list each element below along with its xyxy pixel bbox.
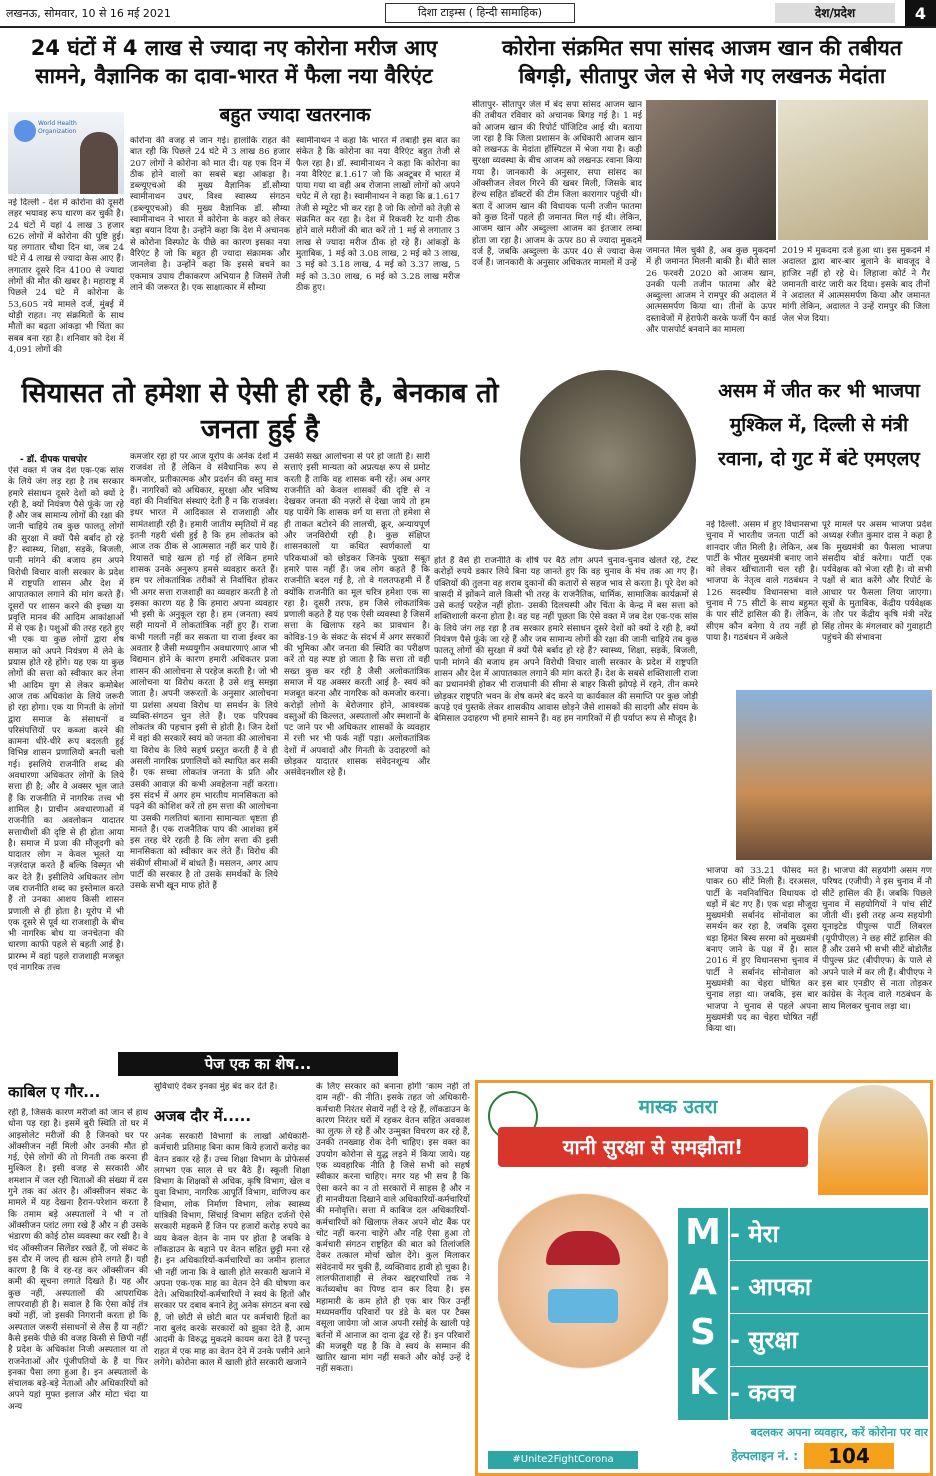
- issue-date: लखनऊ, सोमवार, 10 से 16 मई 2021: [6, 7, 171, 20]
- ad-bottom-slogan: बदलकर अपना व्यवहार, करें कोरोना पर वार: [750, 1426, 928, 1439]
- hair-shape: [546, 1231, 620, 1265]
- ad-main-text: यानी सुरक्षा से समझौता!: [498, 1127, 808, 1167]
- story4-col3: भाजपा को 33.21 फीसद मत पाकर 60 सीटें मिली हैं। दरअसल, पार्टी के नवनिर्वाचित विधायक दो धड़ों में बंट गए हैं। एक धड़ा मौजूदा मुख्यमंत्री सर्बानंद सोनोवाल का समर्थन कर रहा है, जबकि दूसरा धड़ा हिमंत बिस्व सरमा को मुख्यमंत्री बनाए जाने के पक्ष में है। साल 2016 में हुए विधानसभा चुनाव में पार्टी ने सर्बानंद सोनोवाल को मुख्यमंत्री का चेहरा घोषित कर चुनाव लड़ा था। जबकि, इस बार भाजपा ने चुनाव से पहले अपना मुख्यमंत्री पद का चेहरा घोषित नहीं किया था।: [706, 866, 818, 1035]
- story2-col3: 2019 में मुकदमा दर्ज हुआ था। इस मुकदमे में अदालत द्वारा बार-बार बुलाने के बावजूद वे हाजिर नहीं हो रहे थे। लिहाजा कोर्ट ने गैर जमानती वारंट जारी कर दिया। इसके बाद तीनों ने अदालत में आत्मसमर्पण किया और जमानत मांगी लेकिन, अदालत ने उन्हें रामपुर की जिला जेल भेज दिया।: [782, 246, 930, 324]
- word-aapka: - आपका: [730, 1261, 928, 1313]
- story1-subheadline: बहुत ज्यादा खतरनाक: [219, 104, 371, 126]
- cont2-text: अनेक सरकारी विभागों के लाखों अधिकारी-कर्मचारी प्रतिमाह बिना काम किये हजारों करोड़ का वेतन डकार रहे हैं। उच्च शिक्षा विभाग के प्रोफेसर्स लगभग एक साल से घर बैठे हैं। स्कूली शिक्षा विभाग के शिक्षकों से अधिक, कृषि विभाग, खेल व युवा विभाग, नागरिक आपूर्ति विभाग, वाणिज्य कर विभाग, लोक निर्माण विभाग, लोक स्वास्थ्य यांत्रिकी विभाग, सिंचाई विभाग सहित दर्जनों ऐसे सरकारी महकमे हैं जिन पर हजारों करोड़ रुपये का व्यय केवल वेतन के नाम पर होता है जबकि वे लॉकडाउन के बहाने पर वेतन सहित छुट्टी मना रहे हैं। इन अधिकारियों-कर्मचारियों का जमीन हालात भी नहीं जाना कि वे खाली होते सरकारी खजाने में अपना एक-एक माह का वेतन देने की घोषणा कर देते। अधिकारियों-कर्मचारियों ने स्वयं के हितों और सरकार पर दबाव बनाने हेतु अनेक संगठन बना रखे हैं, जो छोटी से छोटी बात पर कर्मचारी हितों का नारा बुलंद करके सरकारों को झुका देते हैं, आम आदमी के विरुद्ध मुकदमे कायम करा देते हैं परन्तु राहत में एक माह का वेतन देने में उनके पसीने आने लगेंगे। कोरोना काल में खाली होते सरकारी खजाने: [154, 1132, 310, 1368]
- word-suraksha: - सुरक्षा: [730, 1314, 928, 1366]
- continued-banner: पेज एक का शेष...: [118, 1052, 398, 1076]
- crowd-photo: [520, 370, 696, 550]
- ad-hashtag: #Unite2FightCorona: [488, 1451, 638, 1469]
- page-number: 4: [905, 0, 936, 27]
- story3-byline: - डॉ. दीपक पाचपोर: [20, 455, 87, 464]
- scientist-figure: [80, 132, 118, 194]
- word-mera: - मेरा: [730, 1208, 928, 1260]
- story2-col2: जमानत मिल चुकी है, अब कुछ मुकदमों में ही जमानत मिलनी बाकी है। बीते साल 26 फरवरी 2020 को आजम खान, उनकी पत्नी तजीन फातमा और बेटे अब्दुल्ला आजम ने रामपुर की अदालत में आत्मसमर्पण किया था। तीनों के ऊपर दस्तावेजों में हेराफेरी करके फर्जी पैन कार्ड और पासपोर्ट बनवाने का मामला: [646, 246, 776, 336]
- cont1-title: काबिल ए गौर...: [8, 1083, 101, 1101]
- page-header: [0, 0, 936, 28]
- section-label: देश/प्रदेश: [775, 3, 895, 23]
- letter-k: K: [689, 1362, 717, 1403]
- word-kavach: - कवच: [730, 1367, 928, 1419]
- who-logo-text: World Health Organization: [38, 120, 77, 135]
- helpline-number: 104: [804, 1443, 894, 1469]
- story3-headline: सियासत तो हमेशा से ऐसी ही रही है, बेनकाब तो जनता हुई है: [21, 378, 499, 445]
- story3-col3: उसकी सख्त आलोचना से परे हो जाती है। सारी सत्ताएं इसी मान्यता को अप्रत्यक्ष रूप से प्रमोट करती हैं ताकि वह शासक बनी रहें। अब अगर राजनीति को केवल शासकों की दृष्टि से न देखकर जनता की नज़रों से देखा जाये तो हम यह पायेंगे कि शासक वर्ग या सत्ता तो हमेशा से ही ताकत बटोरने की लालची, क्रूर, अन्यायपूर्ण और जनविरोधी रही है। कुछ संक्षिप्त शासनकालों या कथित स्वर्णकालों या परिकथाओं को छोड़कर जिनके पुख्ता सबूत हमारे पास नहीं हैं। जब लोग कहते हैं कि राजनीति बदल गई है, तो वे गलतफहमी में हैं क्योंकि राजनीति का मूल चरित्र हमेशा एक सा रहा है। दूसरी तरफ, हम जिसे लोकतांत्रिक प्रणाली कहते हैं यह एक ऐसी व्यवस्था है जिसमें सत्ता के खिलाफ रहने का प्रावधान है। कोविड-19 के संकट के संदर्भ में अगर सरकारों की भूमिका और जनता की स्थिति का परीक्षण करें तो यह स्पष्ट हो जाता है कि सत्ता तो वही सख्त कुछ कर रही है जैसी अलोकतांत्रिक समाज में यह अक्सर करती आई है- स्वयं को मजबूत करना और नागरिक को कमजोर करना। करोड़ों लोगों के बेरोजगार होने, आवश्यक वस्तुओं की किल्लत, अस्पतालों और स्मशानों के पट जाने पर भी अधिकतर शासकों के व्यवहार में रत्ती भर भी फर्क नहीं पड़ा। अलोकतांत्रिक देशों में अपवादों और गिनती के उदाहरणों को छोड़कर यादातर शासक संवेदनशून्य और असंवेदनशील रहे हैं।: [284, 452, 430, 779]
- chief-minister-photo: [818, 1085, 928, 1195]
- story3-col2: कमजोर रहा हो पर आज यूरोप के अनेक देशों में राजवंश तो हैं लेकिन वे संवैधानिक रूप से कमजोर, प्रतीकात्मक और प्रदर्शन की वस्तु मात्र हैं। नागरिकों को अधिकार, सुरक्षा और भविष्य वहां की निर्वाचित संस्थाएं देती हैं न कि राजवंश। इधर भारत में आदिकाल से राजशाही और सामंतशाही रही है। हमारी जातीय स्मृतियों में वह इतनी गहरी धंसी हुई है कि हम लोकतंत्र को आज तक ठीक से आत्मसात नहीं कर पाये हैं। रियासतें चाहे खत्म हो गई हों लेकिन हमारे शासक उनके अनुरूप हमसे व्यवहार करते हैं। हम पर लोकतांत्रिक तरीकों से निर्वाचित होकर भी अगर सत्ता राजशाही का व्यवहार करती है तो इसका कारण यह है कि हमारा अपना व्यवहार भी इसी के अनुकूल रहा है। हम (जनता) स्वयं सही मायनों में लोकतांत्रिक नहीं हुए हैं। राजा कभी गलती नहीं कर सकता या राजा ईश्वर का अवतार है जैसी मध्ययुगीन अवधारणाएं आज भी विद्यमान होने के कारण हमारी अधिकतर प्रजा शासन की आलोचना से परहेज करती है। जो भी आलोचना या विरोध करता है उसे शत्रु समझा जाता है। अपनी जरूरतों के अनुसार आलोचना या प्रशंसा अथवा विरोध या समर्थन के लिये व्यक्ति-संगठन चुन लेते हैं। एक परिपक्व लोकतंत्र की पहचान इसी से होती है। जिन देशों में वहां की सरकारें स्वयं को जनता की आलोचना या विरोध के लिये सहर्ष प्रस्तुत करती हैं वे ही असली नागरिक प्रणालियों को स्थापित कर सकी हैं। एक सच्चा लोकतंत्र जनता के प्रति और उसकी आवाज़ की कभी अवहेलना नहीं करता। इस संदर्भ में अगर हम भारतीय मानसिकता को पढ़ने की कोशिश करें तो हम सत्ता की आलोचना या उसकी गलतियां बताना सामान्यतः धृष्टता ही मानते हैं। एक राजनैतिक पाप की आशंका हमें इस तरह घेरे रहती है कि लोग सत्ता की इसी मानसिकता को स्वीकार कर लेते हैं। विरोध की संकीर्ण सीमाओं में बांधते हैं। मसलन, अगर आप पार्टी की सरकार है तो उसके समर्थकों के लिये उसके सभी खून माफ होते हैं: [130, 452, 278, 892]
- face-mask-icon: [548, 1289, 618, 1323]
- bjp-rally-photo: [736, 690, 932, 860]
- azam-khan-photo: [646, 100, 776, 240]
- story1-col1: नई दिल्ली - देश में कोरोना की दूसरी लहर भयावह रूप धारण कर चुकी है। 24 घंटों में यहां 4 लाख 3 हजार 626 लोगों में कोरोना की पुष्टि हुई। यह लगातार चौथा दिन था, जब 24 घंटे में 4 लाख से ज्यादा केस आए हैं। लगातार दूसरे दिन 4100 से ज्यादा लोगों की मौत की खबर है। महाराष्ट्र में पिछले 24 घंटे में कोरोना के 53,605 नये मामले दर्ज, मुंबई में थोड़ी राहत। नए संक्रमितों के साथ मौतों का बढ़ता आंकड़ा भी चिंता का सबब बना रहा है। शनिवार को देश में 4,091 लोगों की: [8, 198, 124, 355]
- story1-col3: स्वामीनाथन ने कहा कि भारत में तबाही इस बात का संकेत है कि कोरोना का नया वैरिएंट बहुत तेजी से फैल रहा है। डॉ. स्वामीनाथन ने कहा कि कोरोना का नया वैरिएंट ब्र.1.617 जो कि अक्टूबर में भारत में पाया गया था वही अब रोजाना लाखों लोगों को अपने चपेट में ले रहा है। स्वामीनाथन ने कहा कि ब्र.1.617 तेजी से म्यूटेट भी कर रहा है जो कि लोगों को तेज़ी से संक्रमित कर रहा है। देश में रिकवरी रेट यानी ठीक होने वाले मरीजों की बात करें तो 1 मई से लगातार 3 लाख से ज्यादा मरीज ठीक हो रहे हैं। आंकड़ों के मुताबिक, 1 मई को 3.08 लाख, 2 मई को 3 लाख, 3 मई को 3.18 लाख, 4 मई को 3.37 लाख, 5 मई को 3.30 लाख, 6 मई को 3.28 लाख मरीज ठीक हुए।: [296, 136, 460, 293]
- story4-col1: नई दिल्ली. असम में हुए विधानसभा चुनाव में भारतीय जनता पार्टी को शानदार जीत मिली है। लेकिन, अब पार्टी के भीतर मुख्यमंत्री बनाए जाने को लेकर खींचातानी चल रही है। भाजपा के नेतृत्व वाले गठबंधन ने 126 सदस्यीय विधानसभा वाले चुनाव में 75 सीटों के साथ बहुमत के पार सीटें हासिल की हैं। लेकिन, सीएम कौन बनेगा ये तय नहीं हो पाया है। गठबंधन में अकेले: [706, 520, 818, 643]
- who-logo-icon: [14, 120, 36, 142]
- mask-letters-column: [678, 1208, 728, 1420]
- story3-col4: होते हैं वैसे ही राजनीति के शीर्ष पर बैठे लोग अपने चुनाव-चुनाव खेलते रहे, टेस्ट करोड़ों रुपये डकार लिये बिना यह जानते हुए कि वह चुनाव के मंच तक आ गए हैं। पंक्तियों की तुलना वह शराब दुकानों की कतारों से सहज भाव से करता है। पूरे देश को त्रासदी में झोंकने वाले किसी भी तरह के राजनैतिक, धार्मिक, सामाजिक कार्यक्रमों से उसे कतई परहेज नहीं होता- उसकी दिलचस्पी और चिंता के केन्द्र में बस सत्ता को शक्तिशाली करना होता है। वह यह नहीं पूछता कि ऐसे वक्त में जब देश एक-एक सांस के लिये जंग लड़ रहा है तब सरकार हमारे संसाधन दूसरे देशों को क्यों दे रही है, क्यों नियंत्रण पैसे फूंके जा रहे हैं और जब सामान्य लोगों की रक्षा की जानी चाहिये तब कुछ फालतू लोगों की सुरक्षा में क्यों पैसे बर्बाद हो रहे हैं? स्वास्थ्य, शिक्षा, सड़कें, बिजली, पानी मांगने की बजाय हम अपने विरोधी विचार वाली सरकार के प्रदेश में राष्ट्रपति शासन और देश में आपातकाल लगाने की मांग करते हैं। देश के सबसे शक्तिशाली राजा का प्रधानमंत्री होकर भी राजधानी की सीमा से बाहर किसी झोपड़े में रहने, तीन कमरे छोड़कर राष्ट्रपति भवन के शेष कमरे बंद करने या कार्यकाल की समाप्ति पर कुछ जोड़ी कपड़े एवं पुस्तकें लेकर शासकीय आवास छोड़ने जैसे शासकों की सादगी और संयम के बेमिसाल उदाहरण भी हमारे सामने हैं। वह हम नागरिकों में ही पर्याप्त रूप से मौजूद है।: [434, 556, 698, 725]
- story4-col4: है। भाजपा की सहयोगी असम गण परिषद (एजीपी) ने इस चुनाव में नौ सीटें हासिल की हैं। जबकि पिछले चुनाव में सहयोगियों ने पांच सीटें जीती थीं। इसी तरह अन्य सहयोगी यूनाइटेड पीपुल्स पार्टी लिबरल (यूपीपीएल) ने छह सीटें हासिल की हैं और उसने भी सभी सीटें बोडोलैंड पीपुल्स फ्रंट (बीपीएफ) के पाले से अपने पाले में कर ली हैं। बीपीएफ ने इस बार एनडीए से नाता तोड़कर कांग्रेस के नेतृत्व वाले गठबंधन के साथ मिलकर चुनाव लड़ा था।: [822, 866, 932, 1012]
- cont2-lead: सुविधाएं देकर इनका मुंह बंद कर देते हैं।: [154, 1082, 278, 1092]
- letter-a: A: [689, 1262, 717, 1303]
- letter-s: S: [690, 1312, 716, 1353]
- cont1-text: रही है, जिसके कारण मरीजों को जान से हाथ धोना पड़ रहा है। इसमें बुरी स्थिति तो घर में आइसोलेट मरीजों की है जिनको घर पर ऑक्सीजन नहीं मिली और उनकी मौत हो गई, ऐसे लोगों की तो गिनती तक करना ही मुश्किल है। इसी वजह से सरकारी और शमशान में जल रही चिताओं की संख्या में दस गुने तक का अंतर है। ऑक्सीजन संकट के मामले में यह देखना हैरान-परेशान करता है कि तमाम बड़े अस्पतालों ने भी न तो ऑक्सीजन प्लांट लगा रखे हैं और न ही उसके भंडारण की कोई ठोस व्यवस्था कर रखी है। वे चंद ऑक्सीजन सिलेंडर रखते हैं, जो संकट के इस दौर में जल्द ही खत्म होने लगते हैं। यही कारण है कि वे रह-रह कर ऑक्सीजन की कमी की सूचना लगाते दिखते हैं। यह और कुछ नहीं, अस्पतालों की आपराधिक लापरवाही ही है। सवाल है कि ऐसा कोई तंत्र क्यों नहीं, जो इसकी निगरानी करता हो कि अस्पताल जरूरी संसाधनों से लैस हैं या नहीं? कैसे इसके पीछे की वजह किसी से छिपी नहीं है प्रदेश के अधिकांश निजी अस्पताल या तो राजनेताओं और पूंजीपतियों के हैं या फिर इनका पैसा लगा हुआ है। इन अस्पतालों के संचालक बड़े-बड़े नेताओं और अधिकारियों को अपने यहां मुफ्त इलाज और मोटा चंदा या अन्य: [8, 1108, 148, 1412]
- story2-headline: कोरोना संक्रमित सपा सांसद आजम खान की तबीयत बिगड़ी, सीतापुर जेल से भेजे गए लखनऊ मेदांता: [502, 36, 902, 89]
- ambulance-photo: [778, 100, 928, 240]
- letter-m: M: [685, 1212, 721, 1253]
- who-scientist-photo: [8, 112, 124, 194]
- newspaper-name: दिशा टाइम्स ( हिन्दी सामाहिक): [385, 3, 575, 23]
- story1-col2: कोरोना की वजह से जान गई। हालांकि राहत की बात रही कि पिछले 24 घंटे में 3 लाख 86 हजार 207 लोगों ने कोरोना को मात दी। यह एक दिन में ठीक होने वालों का सबसे बड़ा आंकड़ा है। डब्ल्यूएचओ की मुख्य वैज्ञानिक डॉ.सौम्या स्वामीनाथन उधर, विश्व स्वास्थ्य संगठन (डब्ल्यूएचओ) की मुख्य वैज्ञानिक डॉ. सौम्या स्वामीनाथन ने भारत में कोरोना के कहर को लेकर बड़ा बयान दिया है। उन्होंने कहा कि देश में अचानक से कोरोना विस्फोट के पीछे का कारण इसका नया वैरिएंट है जो कि बहुत ही ज्यादा संक्रामक और जानलेवा है। उन्होंने कहा कि इससे बचने का एकमात्र उपाय टीकाकरण अभियान है जिसमें तेजी लाने की जरूरत है। एक साक्षात्कार में सौम्या: [130, 136, 290, 293]
- cont2-title: अजब दौर में.....: [154, 1107, 252, 1125]
- story4-headline: असम में जीत कर भी भाजपा मुश्किल में, दिल्ली से मंत्री रवाना, दो गुट में बंटे एमएलए: [718, 380, 920, 470]
- ad-top-text: मास्क उतरा: [638, 1096, 718, 1118]
- mask-awareness-ad: [475, 1080, 933, 1476]
- masked-woman-illustration: [498, 1193, 668, 1413]
- helpline-label: हेल्पलाइन नं. :: [731, 1449, 798, 1463]
- cont3-text: के लिए सरकार को बनाना होगी 'काम नहीं तो दाम नहीं'- की नीति। इसके तहत जो अधिकारी-कर्मचारी निरंतर सेवायें नहीं दे रहे हैं, लॉकडाउन के कारण निरंतर घरों में रहकर वेतन सहित अवकाश का लुत्फ ले रहे हैं और उन्मुक्त विचरण कर रहे हैं, उनकी तनख्वाह रोक देनी चाहिए। इस वक्त का उपयोग कोरोना से युद्ध लड़ने में किया जाये। यह एक व्यवहारिक नीति है जिसे सभी को सहर्ष स्वीकार करना चाहिए। मगर यह भी सच है कि ऐसा करने का न तो सरकारों में साहस है और न ही मानवीयता दिखाने वाले अधिकारियों-कर्मचारियों की मनोवृत्ति। सत्ता में काबिज दल अधिकारियों-कर्मचारियों को खिलाफ लेकर अपने वोट बैंक पर चोट नहीं करना चाहेंगे और नहि ऐसा हुआ तो कर्मचारी संगठन राष्ट्रहित की बात को तिलांजलि देकर तत्काल मोर्चा खोल देंगे। कुल मिलाकर संवेदनायें मर चुकी हैं, व्यक्तिवाद हावी हो चुका है। लालफीताशाही से लेकर खद्दरधारियों तक ने कर्तव्यबोध का पिण्ड दान कर दिया है। इस महामारी के कम होते ही एक बार फिर उन्हीं मध्यमवर्गीय परिवारों पर डंडे के बल पर टैक्स वसूला जायेगा जो आज अपनी रसोई के खाली पड़े बर्तनों में आनाज का दाना ढूंढ रहे हैं। इन परिवारों की मजबूरी यह है कि वे स्वयं के सम्मान की खातिर खाना मांग नहीं सकते और कोई उन्हें दे नहीं सकता।: [316, 1082, 470, 1375]
- story4-col2: पूरे मामले पर असम भाजपा प्रदेश अध्यक्ष रंजीत कुमार दास ने कहा है कि मुख्यमंत्री का फैसला भाजपा संसदीय बोर्ड करेगा। पार्टी एक पर्यवेक्षक को भेजा रही है। वो सभी पक्षों से बात करेंगे और रिपोर्ट के आधार पर फैसला लिया जाएगा। सूत्रों के मुताबिक, केंद्रीय पर्यवेक्षक के तौर पर केंद्रीय कृषि मंत्री नरेंद्र सिंह तोमर के मंगलवार को गुवाहाटी पहुंचने की संभावना: [822, 520, 932, 643]
- story2-col1: सीतापुर- सीतापुर जेल में बंद सपा सांसद आजम खान की तबीयत रविवार को अचानक बिगड़ गई है। 1 मई को आजम खान की रिपोर्ट पॉजिटिव आई थी। बताया जा रहा है कि जिला प्रशासन के अधिकारी आजम खान को लखनऊ के मेदांता हॉस्पिटल में भेजा गया है। कड़ी सुरक्षा व्यवस्था के बीच आजम को लखनऊ रवाना किया गया है। जानकारी के अनुसार, सपा सांसद का ऑक्सीजन लेवल गिरने की खबर मिली, जिसके बाद हेल्थ सहित डॉक्टरों की टीम जिला कारागार पहुंची थी। बता दें आजम खान की विधायक पत्नी तजीन फातमा को कुछ दिनों पहले ही जमानत मिल गई थी। लेकिन, आजम खान और अब्दुल्ला आजम का इंतजार लम्बा होता जा रहा है। आजम के ऊपर 80 से ज्यादा मुकदमें दर्ज हैं, जबकि अब्दुल्ला के ऊपर 40 से ज्यादा केस दर्ज हैं। जानकारी के अनुसार अधिकतर मामलों में उन्हें: [472, 100, 642, 269]
- story1-headline: 24 घंटों में 4 लाख से ज्यादा नए कोरोना मरीज आए सामने, वैज्ञानिक का दावा-भारत में फैला नया वैरिएंट: [30, 36, 438, 89]
- story3-col1: ऐसे वक्त में जब देश एक-एक सांस के लिये जंग लड़ रहा है तब सरकार हमारे संसाधन दूसरे देशों को क्यों दे रही है, क्यों नियंत्रण पैसे फूंके जा रहे हैं और जब सामान्य लोगों की रक्षा की जानी चाहिये तब कुछ फालतू लोगों की सुरक्षा में क्यों पैसे बर्बाद हो रहे हैं? स्वास्थ्य, शिक्षा, सड़कें, बिजली, पानी मांगने की बजाय हम अपने विरोधी विचार वाली सरकार के प्रदेश में राष्ट्रपति शासन और देश में आपातकाल लगाने की मांग करते हैं। दूसरों पर शासन करने की इच्छा या प्रवृत्ति मानव की आदिम आकांक्षाओं में से एक है। पशुओं की तरह रहते हुए भी एक या कुछ लोगों द्वारा शेष समाज को अपने नियंत्रण में लेने के प्रयास होते रहे होंगे। यह एक या कुछ लोगों की सत्ता को स्वीकार कर लेना भी आदिम युग से लेकर कमोबेश आज तक अधिकांश के लिये जरूरी हो रहा होगा। एक या गिनती के लोगों द्वारा समाज के संसाधनों व परिसंपत्तियों पर कब्जा करने की कामना धीरे-धीरे रूप बदलती हुई विभिन्न शासन प्रणालियों बनती चली गई। इसलिये राजनीति शब्द की अवधारणा अधिकतर लोगों के लिये सत्ता ही है; और वे अक्सर भूल जाते हैं कि राजनीति में नागरिक तत्त्व भी शामिल है। प्राचीन अवधारणाओं में राजनीति का अवलोकन यादातर सत्ताधीशों की दृष्टि से ही होता आया है। समाज में प्रजा की मौजूदगी को यादातर लोग न केवल भूलते या नज़रंदाज़ करते हैं बल्कि विस्मृत भी कर देते हैं। इसीलिये अधिकतर लोग जब राजनीति शब्द का इस्तेमाल करते हैं तो उनका आशय किसी शासन प्रणाली से ही होता है। यूरोप में भी एक दूसरे से पूर्व था राजशाही के बीच भी नागरिक बोध या जनचेतना की धारणा काफी पहले से बहती आई है। प्रारम्भ में वहां पहले राजशाही मजबूत एवं नागरिक तत्त्व: [8, 466, 124, 974]
